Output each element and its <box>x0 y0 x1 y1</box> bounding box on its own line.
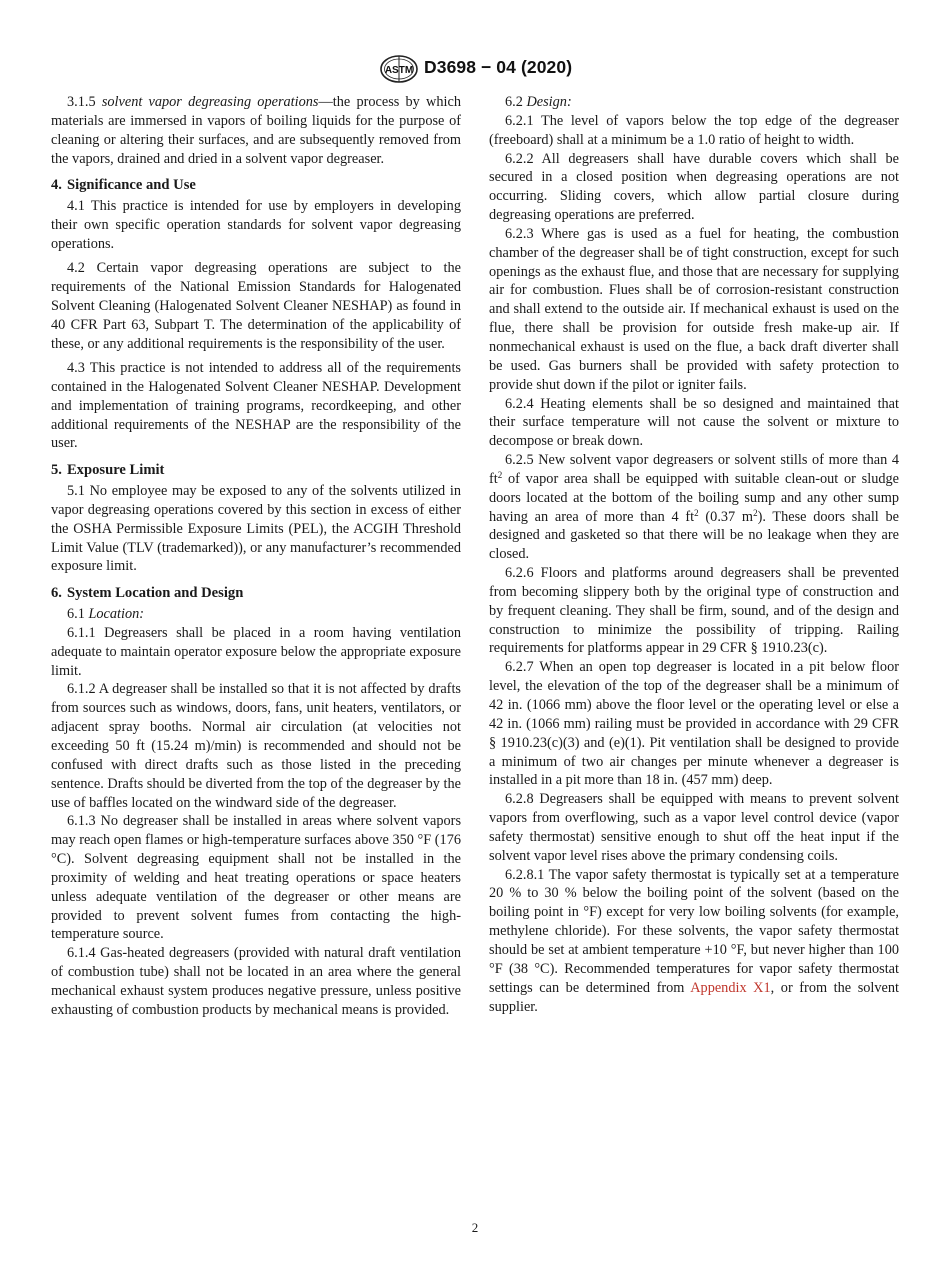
paragraph-6-2-3: 6.2.3 Where gas is used as a fuel for heating, the combustion chamber of the degreaser shall be of tight construction, except for such openings as the exhaust flue, and those that are necessary for supplying air for combustion. Flues shall be of corrosion-resistant construction and shall extend to the outside air. If mechanical exhaust is used on the flue, there shall be provision for outside fresh make-up air. If nonmechanical exhaust is used on the flue, a back draft diverter shall be used. Gas burners shall be provided with safety protection to provide shut down if the pilot or igniter fails. <box>489 225 899 393</box>
appendix-x1-link[interactable]: Appendix X1 <box>690 979 771 996</box>
paragraph-6-2-4: 6.2.4 Heating elements shall be so designed and maintained that their surface temperature will not cause the solvent or mixture to decompose or break down. <box>489 395 900 450</box>
paragraph-6-2-6: 6.2.6 Floors and platforms around degreasers shall be prevented from becoming slippery both by the original type of construction and by frequent cleaning. They shall be firm, sound, and of the design and construction to minimize the possibility of tripping. Railing requirements for platforms appear in 29 CFR § 1910.23(c). <box>489 565 900 657</box>
paragraph-6-1-4: 6.1.4 Gas-heated degreasers (provided with natural draft ventilation of combustion tube) shall not be located in an area where the general mechanical exhaust system produces negative pressure, unless positive exhausting of combustion products by mechanical means is provided. <box>51 945 462 1018</box>
standard-designation: D3698 − 04 (2020) <box>424 57 573 77</box>
paragraph-6-2: 6.2 Design: <box>505 94 572 110</box>
page-header <box>0 52 950 88</box>
paragraph-6-2-8-1: 6.2.8.1 The vapor safety thermostat is typically set at a temperature 20 % to 30 % below the boiling point of the solvent (based on the boiling point in °F) except for very low boiling solvents (for example, methylene chloride). For these solvents, the vapor safety thermostat should be set at ambient temperature +10 °F, but never higher than 100 °F (38 °C). Recommended temperatures for vapor safety thermostat settings can be determined from Appendix X1, or from the solvent supplier. <box>489 866 899 1015</box>
paragraph-6-2-8: 6.2.8 Degreasers shall be equipped with means to prevent solvent vapors from overflowing, such as a vapor level control device (vapor safety thermostat) sensitive enough to shut off the heat input if the solvent vapor level rises above the primary condensing coils. <box>489 791 900 864</box>
section-heading-6: 6. System Location and Design <box>51 585 244 602</box>
paragraph-6-2-7: 6.2.7 When an open top degreaser is located in a pit below floor level, the elevation of the top of the degreaser shall be a minimum of 42 in. (1066 mm) above the floor level or the operating level or else a 42 in. (1066 mm) railing must be provided in accordance with 29 CFR § 1910.23(c)(3) and (e)(1). Pit ventilation shall be designed to provide a minimum of two air changes per minute whenever a degreaser is installed in a pit more than 18 in. (457 mm) deep. <box>489 659 899 789</box>
left-column <box>51 93 461 1020</box>
paragraph-4-1: 4.1 This practice is intended for use by employers in developing their own specific operation standards for solvent vapor degreasing operations. <box>51 198 461 252</box>
section-heading-5: 5. Exposure Limit <box>51 462 165 479</box>
paragraph-6-2-2: 6.2.2 All degreasers shall have durable covers which shall be secured in a closed position when degreasing operations are not occurring. Sliding covers, which allow partial closure during degreasing operations are preferred. <box>489 150 899 224</box>
astm-logo-icon <box>379 54 419 84</box>
paragraph-6-2-1: 6.2.1 The level of vapors below the top edge of the degreaser (freeboard) shall at a minimum be a 1.0 ratio of height to width. <box>489 112 899 148</box>
term-definition: solvent vapor degreasing operations <box>101 94 319 110</box>
right-column <box>489 93 899 1016</box>
paragraph-3-1-5: 3.1.5 solvent vapor degreasing operations—the process by which materials are immersed in vapors of boiling liquids for the purpose of cleaning or altering their surfaces, and are subsequently removed from the vapors, drained and dried in a solvent vapor degreaser. <box>51 94 461 167</box>
astm-logo-text: ASTM <box>384 65 414 76</box>
page-number: 2 <box>471 1220 479 1235</box>
paragraph-6-1: 6.1 Location: <box>67 606 145 623</box>
paragraph-6-1-3: 6.1.3 No degreaser shall be installed in areas where solvent vapors may reach open flames or high-temperature surfaces above 350 °F (176 °C). Solvent degreasing equipment shall not be installed in the proximity of welding and heat treating operations or space heaters unless adequate ventilation of the degreaser or other means are provided to prevent solvent fumes from contacting the high-temperature source. <box>51 813 462 943</box>
section-heading-4: 4. Significance and Use <box>51 177 196 194</box>
paragraph-6-2-5: 6.2.5 New solvent vapor degreasers or solvent stills of more than 4 $ft^2$ of vapor area shall be equipped with suitable clean-out or sludge doors located at the bottom of the boiling sump and any other sump having an area of more than 4 $ft^2$ (0.37 $m^2$). These doors shall be designed and gasketed so that there will be no leakage when they are closed. <box>489 452 899 563</box>
paragraph-4-2: 4.2 Certain vapor degreasing operations are subject to the requirements of the National Emission Standards for Halogenated Solvent Cleaning (Halogenated Solvent Cleaner NESHAP) as found in 40 CFR Part 63, Subpart T. The determination of the applicability of these, or any additional requirements is the responsibility of the user. <box>51 260 461 352</box>
paragraph-6-1-1: 6.1.1 Degreasers shall be placed in a room having ventilation adequate to maintain operator exposure below the appropriate exposure limit. <box>51 624 462 679</box>
paragraph-5-1: 5.1 No employee may be exposed to any of the solvents utilized in vapor degreasing operations covered by this section in excess of either the OSHA Permissible Exposure Limits (PEL), the ACGIH Threshold Limit Value (TLV (trademarked)), or any manufacturer’s recommended exposure limit. <box>51 483 462 575</box>
paragraph-4-3: 4.3 This practice is not intended to address all of the requirements contained in the Halogenated Solvent Cleaner NESHAP. Development and implementation of training programs, recordkeeping, and other additional requirements of the NESHAP are the responsibility of the user. <box>51 359 461 452</box>
paragraph-6-1-2: 6.1.2 A degreaser shall be installed so that it is not affected by drafts from sources such as windows, doors, fans, unit heaters, ventilators, or adjacent spray booths. Normal air circulation (at velocities not exceeding 50 ft (15.24 m)/min) is recommended and should not be confused with direct drafts such as those listed in the preceding sentence. Drafts should be diverted from the top of the degreaser by the use of baffles located on the windward side of the degreaser. <box>51 681 461 811</box>
